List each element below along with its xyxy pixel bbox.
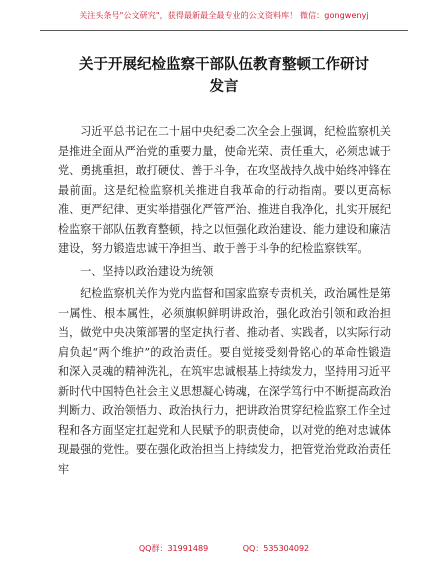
header-divider xyxy=(40,30,408,31)
header-banner: 关注头条号"公文研究"，获得最新最全最专业的公文资料库！ 微信：gongwenyj xyxy=(79,11,369,20)
document-title-line-1: 关于开展纪检监察干部队伍教育整顿工作研讨 xyxy=(79,57,369,73)
document-title xyxy=(36,54,412,98)
footer-qq: QQ：535304092 xyxy=(242,544,310,553)
document-title-line-2: 发言 xyxy=(209,79,239,95)
section-heading: 一、坚持以政治建设为统领 xyxy=(80,264,214,278)
intro-paragraph: 习近平总书记在二十届中央纪委二次全会上强调，纪检监察机关是推进全面从严治党的重要力量，使命光荣、责任重大，必须忠诚于党、勇挑重担，敢打硬仗、善于斗争，在攻坚战持久战中始终冲锋在最前面。这是纪检监察机关推进自我革命的行动指南。要以更高标准、更严纪律、更实举措强化严管严治、推进自我净化，扎实开展纪检监察干部队伍教育整顿，持之以恒强化政治建设、能力建设和廉洁建设，努力锻造忠诚干净担当、敢于善于斗争的纪检监察铁军。 xyxy=(58,125,391,255)
footer-banner xyxy=(40,543,408,554)
section-paragraph: 纪检监察机关作为党内监督和国家监察专责机关，政治属性是第一属性、根本属性，必须旗帜鲜明讲政治，强化政治引领和政治担当，做党中央决策部署的坚定执行者、推动者、实践者，以实际行动肩负起“两个维护”的政治责任。要自觉接受刻骨铭心的革命性锻造和深入灵魂的精神洗礼，在筑牢忠诚根基上持续发力，坚持用习近平新时代中国特色社会主义思想凝心铸魂，在深学笃行中不断提高政治判断力、政治领悟力、政治执行力，把讲政治贯穿纪检监察工作全过程和各方面坚定扛起党和人民赋予的职责使命，以对党的绝对忠诚体现最强的党性。要在强化政治担当上持续发力，把管党治党政治责任牢 xyxy=(58,287,391,476)
document-body xyxy=(58,122,391,479)
footer-qq-group: QQ群：31991489 xyxy=(138,544,209,553)
